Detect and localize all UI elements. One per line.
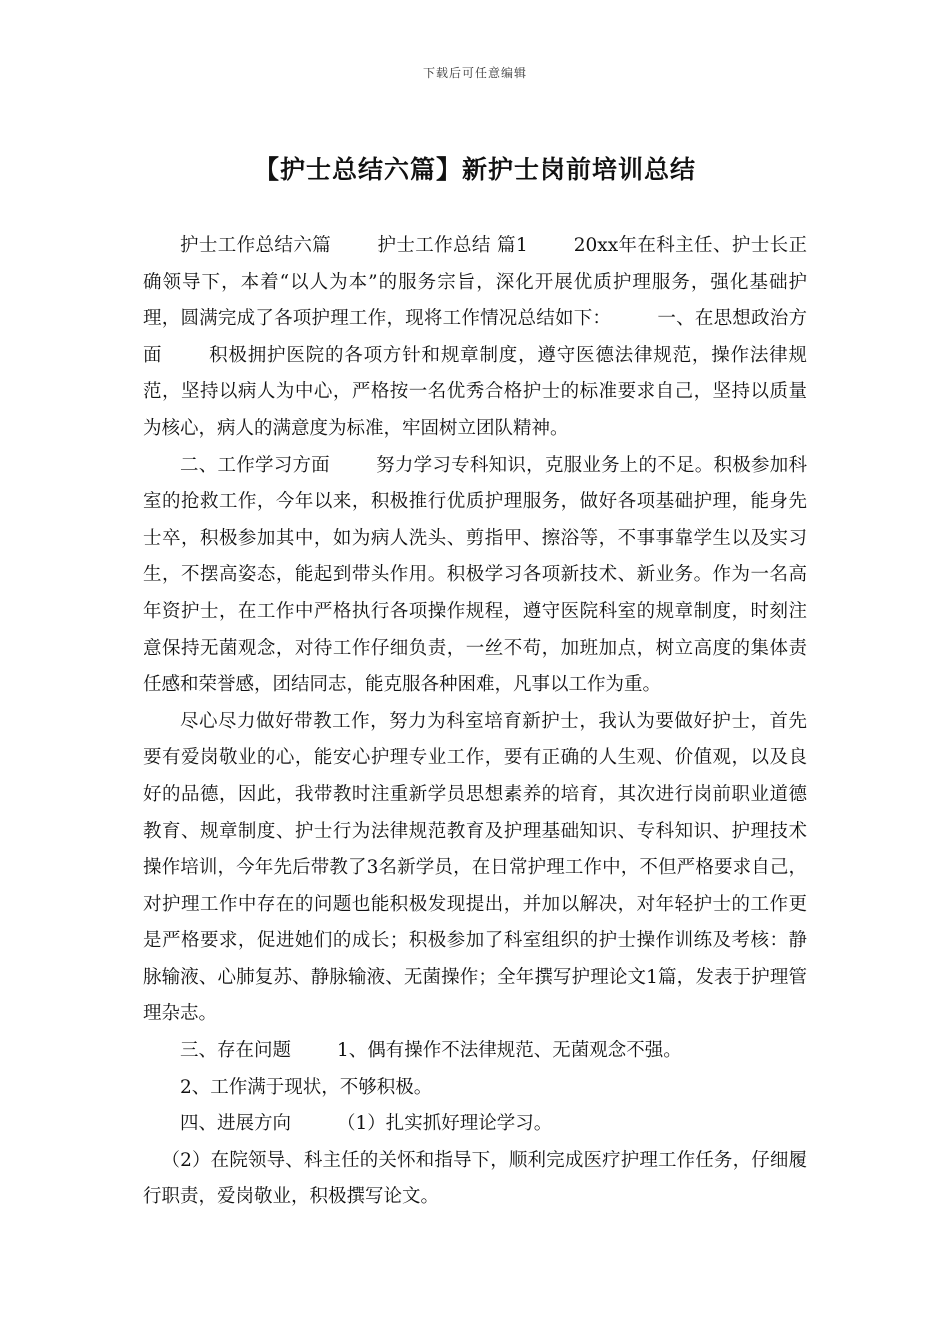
header-note: 下载后可任意编辑: [422, 66, 527, 80]
paragraph-1-heading: 护士工作总结六篇: [180, 235, 332, 256]
paragraph-4-text: 1、偶有操作不法律规范、无菌观念不强。: [337, 1040, 682, 1062]
paragraph-1-subheading: 护士工作总结 篇1: [377, 235, 528, 256]
paragraph-4-heading: 三、存在问题: [180, 1040, 292, 1062]
paragraph-4: [143, 1033, 807, 1070]
paragraph-6: [143, 1106, 807, 1143]
paragraph-1-section-text: 积极拥护医院的各项方针和规章制度，遵守医德法律规范，操作法律规范，坚持以病人为中心，严格按一名优秀合格护士的标准要求自己，坚持以质量为核心，病人的满意度为标准，牢固树立团队精神。: [143, 344, 807, 439]
paragraph-2: [143, 448, 807, 704]
paragraph-1-section-heading: 一、在思想政治方面: [143, 308, 807, 366]
paragraph-2-heading: 二、工作学习方面: [180, 454, 330, 476]
paragraph-1-intro: 20xx年在科主任、护士长正确领导下，本着“以人为本”的服务宗旨，深化开展优质护理服务，强化基础护理，圆满完成了各项护理工作，现将工作情况总结如下：: [143, 235, 807, 330]
document-title: 【护士总结六篇】新护士岗前培训总结: [253, 155, 696, 184]
paragraph-6-heading: 四、进展方向: [180, 1113, 292, 1135]
paragraph-3: 尽心尽力做好带教工作，努力为科室培育新护士，我认为要做好护士，首先要有爱岗敬业的心，能安心护理专业工作，要有正确的人生观、价值观，以及良好的品德，因此，我带教时注重新学员思想素养的培育，其次进行岗前职业道德教育、规章制度、护士行为法律规范教育及护理基础知识、专科知识、护理技术操作培训，今年先后带教了3名新学员，在日常护理工作中，不但严格要求自己，对护理工作中存在的问题也能积极发现提出，并加以解决，对年轻护士的工作更是严格要求，促进她们的成长；积极参加了科室组织的护士操作训练及考核：静脉输液、心肺复苏、静脉输液、无菌操作；全年撰写护理论文1篇，发表于护理管理杂志。: [143, 710, 807, 1025]
paragraph-5: 2、工作满于现状，不够积极。: [180, 1076, 433, 1098]
paragraph-1: [143, 228, 807, 448]
paragraph-7: （2）在院领导、科主任的关怀和指导下，顺利完成医疗护理工作任务，仔细履行职责，爱岗敬业，积极撰写论文。: [143, 1149, 807, 1208]
paragraph-6-text: （1）扎实抓好理论学习。: [337, 1113, 553, 1135]
paragraph-2-text: 努力学习专科知识，克服业务上的不足。积极参加科室的抢救工作，今年以来，积极推行优质护理服务，做好各项基础护理，能身先士卒，积极参加其中，如为病人洗头、剪指甲、擦浴等，不事事靠学生以及实习生，不摆高姿态，能起到带头作用。积极学习各项新技术、新业务。作为一名高年资护士，在工作中严格执行各项操作规程，遵守医院科室的规章制度，时刻注意保持无菌观念，对待工作仔细负责，一丝不苟，加班加点，树立高度的集体责任感和荣誉感，团结同志，能克服各种困难，凡事以工作为重。: [143, 454, 807, 696]
document-body: [143, 228, 807, 1216]
